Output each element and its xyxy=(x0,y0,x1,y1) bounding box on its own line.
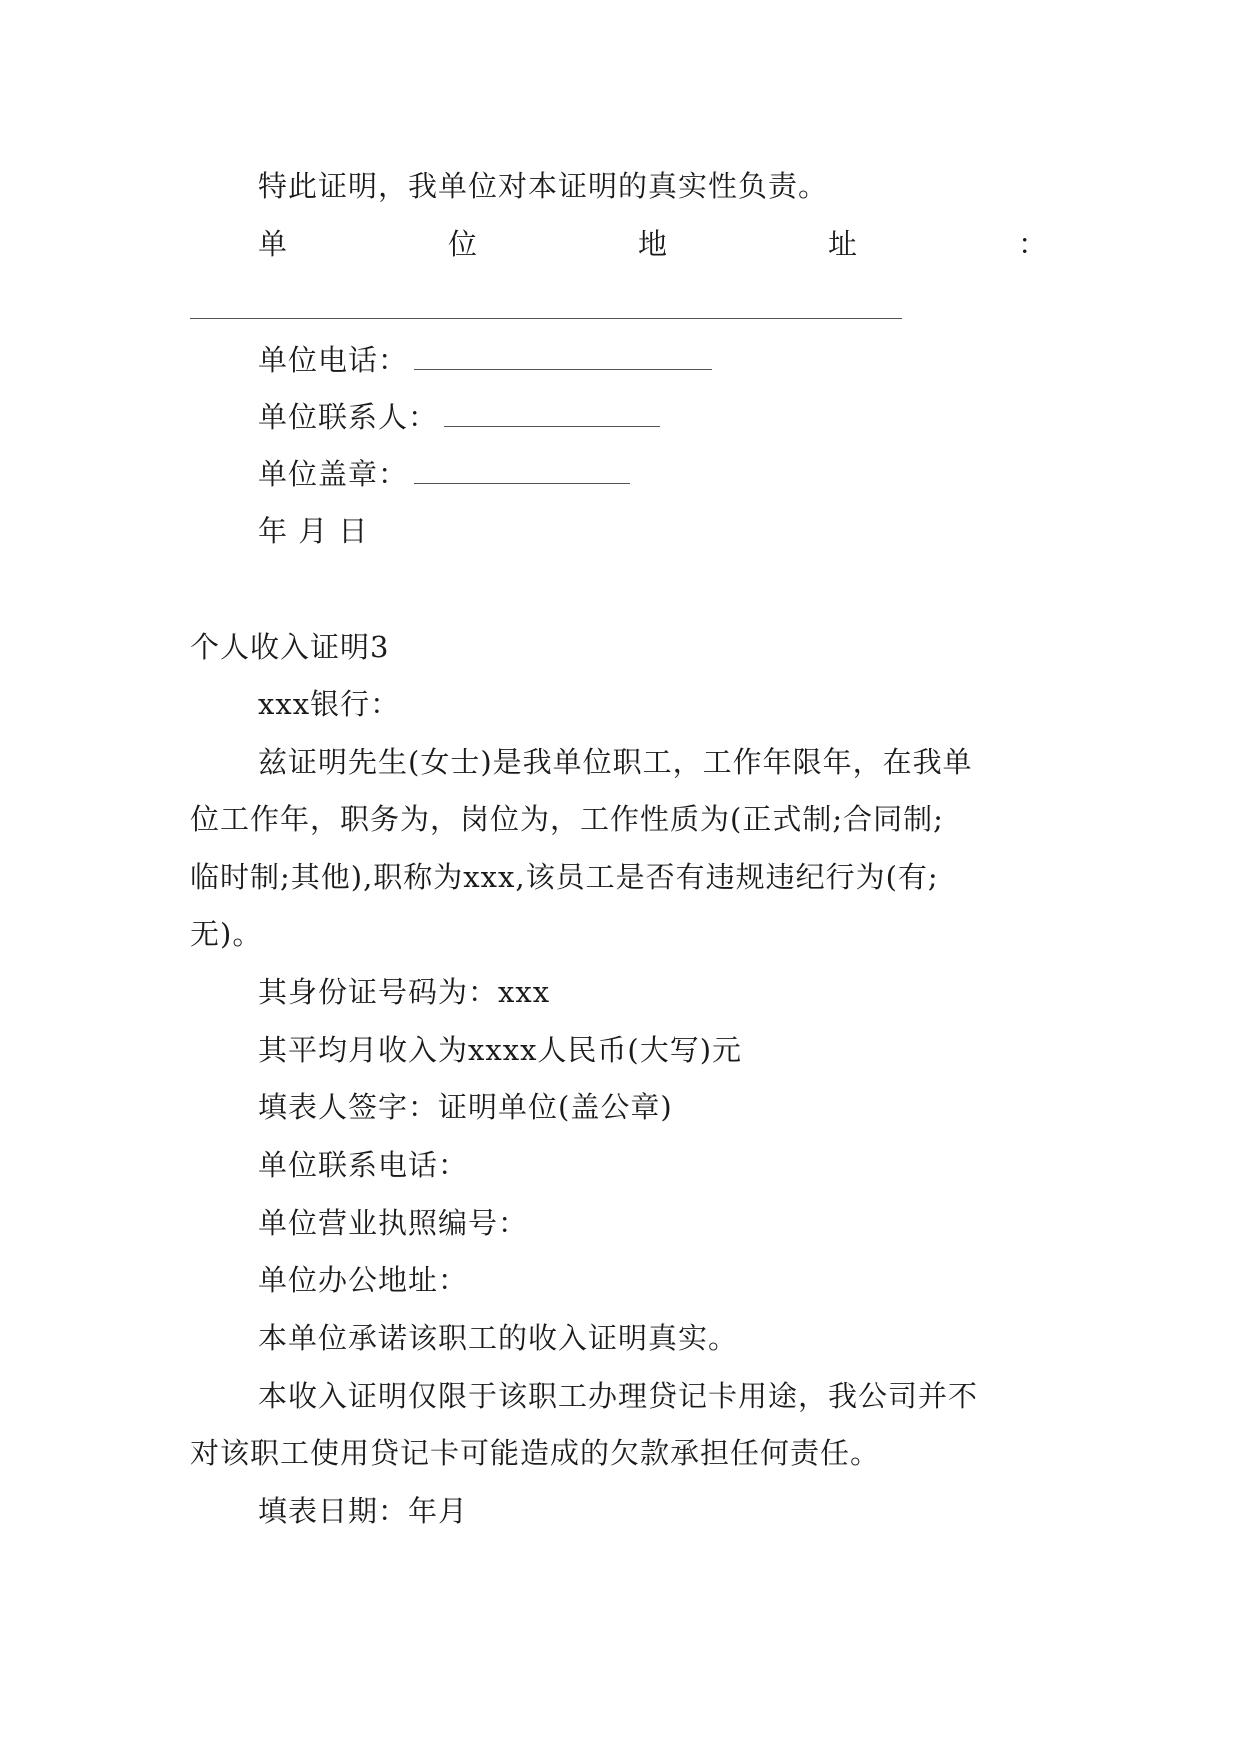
address-char: ： xyxy=(1017,227,1048,261)
promise-line: 本单位承诺该职工的收入证明真实。 xyxy=(258,1321,739,1355)
phone-label: 单位电话： xyxy=(258,343,409,377)
id-line: 其身份证号码为：xxx xyxy=(258,975,551,1009)
license-line: 单位营业执照编号： xyxy=(258,1206,529,1240)
body-line: 临时制;其他),职称为xxx,该员工是否有违规违纪行为(有; xyxy=(190,860,939,894)
body-line: 兹证明先生(女士)是我单位职工，工作年限年，在我单 xyxy=(258,745,973,779)
body-line: 位工作年，职务为，岗位为，工作性质为(正式制;合同制; xyxy=(190,802,944,836)
office-address-line: 单位办公地址： xyxy=(258,1263,469,1297)
contact-label: 单位联系人： xyxy=(258,400,439,434)
contact-blank xyxy=(444,398,660,427)
seal-label: 单位盖章： xyxy=(258,457,409,491)
certify-line: 特此证明，我单位对本证明的真实性负责。 xyxy=(258,169,829,203)
seal-row xyxy=(258,454,630,494)
bank-line: xxx银行： xyxy=(258,687,401,721)
signer-line: 填表人签字：证明单位(盖公章) xyxy=(258,1090,673,1124)
fill-date-line: 填表日期：年月 xyxy=(258,1494,469,1528)
address-char: 单 xyxy=(258,227,289,261)
address-char: 位 xyxy=(447,227,478,261)
address-char: 地 xyxy=(637,227,668,261)
address-label xyxy=(258,224,1048,264)
body-line: 无)。 xyxy=(190,917,263,951)
section-title: 个人收入证明3 xyxy=(190,630,390,664)
income-line: 其平均月收入为xxxx人民币(大写)元 xyxy=(258,1033,743,1067)
phone-row xyxy=(258,340,712,380)
address-char: 址 xyxy=(827,227,858,261)
seal-blank xyxy=(414,455,630,484)
contact-row xyxy=(258,397,660,437)
limit-line: 对该职工使用贷记卡可能造成的欠款承担任何责任。 xyxy=(190,1436,881,1470)
limit-line: 本收入证明仅限于该职工办理贷记卡用途，我公司并不 xyxy=(258,1379,979,1413)
phone-blank xyxy=(414,341,712,370)
address-blank-line xyxy=(190,318,902,319)
date-line: 年 月 日 xyxy=(258,514,369,548)
company-phone-line: 单位联系电话： xyxy=(258,1148,469,1182)
